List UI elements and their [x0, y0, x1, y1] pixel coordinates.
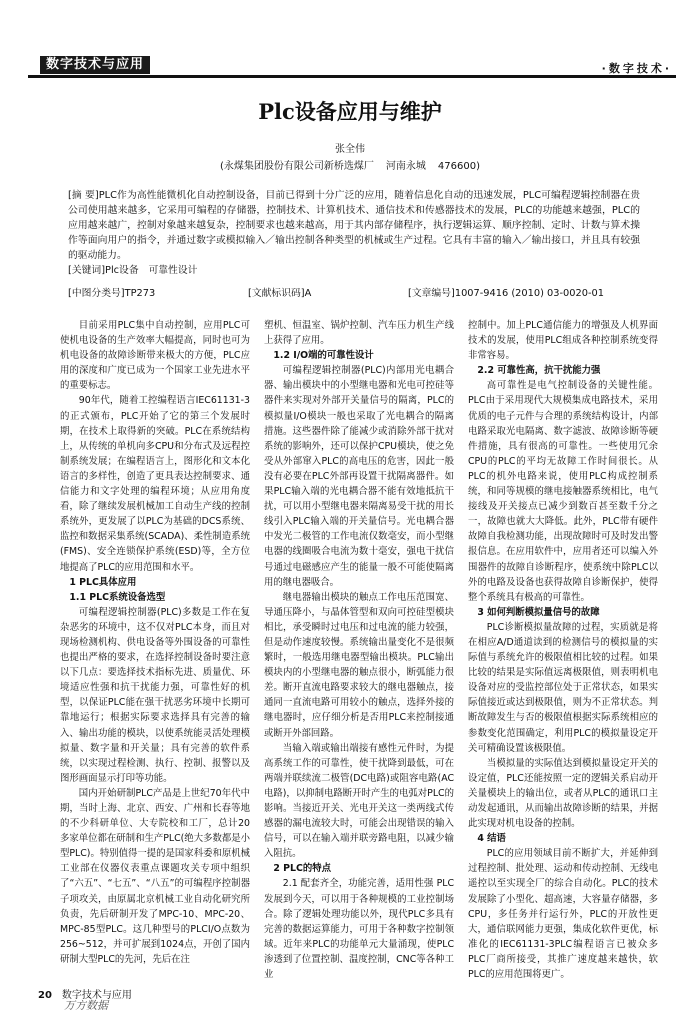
affiliation: [0, 157, 700, 172]
body-column-1: [60, 318, 250, 1008]
affiliation-city: 河南永城: [385, 161, 426, 172]
body-paragraph: 国内开始研制PLC产品是上世纪70年代中期，当时上海、北京、西安、广州和长春等地的不少科研单位、大专院校和工厂，总计20多家单位都在研制和生产PLC(绝大多数都是小型PLC)。特别值得一提的是国家科委和原机械工业部在仪器仪表重点课题攻关专项中组织了“六五”、“七五”、“八五”的可编程序控制器子项攻关，由原属北京机械工业自动化研究所负责，先后研制开发了MPC-10、MPC-20、MPC-85型PLC。这几种型号的PLCI/O点数为256~512，并可扩展到1024点，开创了国内研制大型PLC的先河，先后在注: [60, 787, 250, 965]
page-number: 20: [38, 990, 52, 1001]
affiliation-postcode: 476600): [437, 161, 480, 172]
document-code: [文献标识码]A: [248, 288, 312, 299]
section-heading: 1.1 PLC系统设备选型: [69, 591, 166, 603]
body-paragraph: 2.1 配套齐全，功能完善，适用性强 PLC发展到今天，可以用于各种规模的工业控制场合。除了逻辑处理功能以外，现代PLC多具有完善的数据运算能力，可用于各种数字控制领域。近年来PLC的功能单元大量涌现，使PLC渗透到了位置控制、温度控制，CNC等各种工业: [264, 878, 454, 981]
body-paragraph: 可编程逻辑控制器(PLC)多数是工作在复杂恶劣的环境中，这不仅对PLC本身，而且对现场检测机构、供电设备等外围设备的可靠性也提出严格的要求，在选择控制设备时要注意以下几点：要选择技术指标先进、质量优、环境适应性强和抗干扰能力强，可靠性好的机型，以保证PLC能在强干扰恶劣环境中长期可靠地运行；根据实际要求选择具有完善的输入、输出功能的模块，以使系统能灵活处理模拟量、数字量和开关量；具有完善的软件系统，以实现过程检测、执行、控制、报警以及图形画面显示打印等功能。: [60, 606, 250, 784]
journal-name: 数字技术与应用: [61, 990, 132, 1001]
section-heading: 3 如何判断模拟量信号的故障: [477, 606, 600, 618]
article-number: [文章编号]1007-9416 (2010) 03-0020-01: [408, 288, 604, 299]
body-paragraph: 90年代，随着工控编程语言IEC61131-3的正式颁布，PLC开始了它的第三个发展时期，在技术上取得新的突破。PLC在系统结构上，从传统的单机向多CPU和分布式及远程控制系统发展；在编程语言上，图形化和文本化语言的多样性，创造了更具表达控制要求、通信能力和文字处理的编程环境；从应用角度看，除了继续发展机械加工自动生产线的控制系统外，更发展了以PLC为基础的DCS系统、监控和数据采集系统(SCADA)、柔性制造系统(FMS)、安全连锁保护系统(ESD)等，全方位地提高了PLC的应用范围和水平。: [60, 395, 250, 573]
body-paragraph: 控制中。加上PLC通信能力的增强及人机界面技术的发展，使用PLC组成各种控制系统变得非常容易。: [468, 320, 658, 362]
section-badge: 数字技术与应用: [40, 56, 150, 74]
section-heading: 2.2 可靠性高，抗干扰能力强: [477, 365, 601, 377]
affiliation-org: (永煤集团股份有限公司新桥选煤厂: [220, 161, 374, 172]
body-paragraph: 高可靠性是电气控制设备的关键性能。PLC由于采用现代大规模集成电路技术，采用优质的电子元件与合理的系统结构设计，内部电路采取光电隔离、数字滤波、故障诊断等硬件措施，具有很高的可靠性。一些使用冗余CPU的PLC的平均无故障工作时间很长。从PLC的机外电路来说，使用PLC构成控制系统，和同等规模的继电接触器系统相比，电气接线及开关接点已减少到数百甚至数千分之一，故障也就大大降低。此外，PLC带有硬件故障自我检测功能，出现故障时可及时发出警报信息。在应用软件中，应用者还可以编入外围器件的故障自诊断程序，使系统中除PLC以外的电路及设备也获得故障自诊断保护，使得整个系统具有极高的可靠性。: [468, 380, 658, 603]
article-title: Plc设备应用与维护: [258, 99, 442, 124]
body-paragraph: PLC诊断模拟量故障的过程，实质就是将在相应A/D通道读到的检测信号的模拟量的实际值与系统允许的极限值相比较的过程。如果比较的结果是实际值远离极限值，则表明机电设备对应的受监控部位处于正常状态，如果实际值接近或达到极限值，则为不正常状态。判断故障发生与否的极限值根据实际系统相应的参数变化范围确定，利用PLC的模拟量设定开关可精确设置该极限值。: [468, 621, 658, 754]
abstract: [摘 要]PLC作为高性能微机化自动控制设备，目前已得到十分广泛的应用，随着信息化自动的迅速发展，PLC可编程逻辑控制器在贵公司使用越来越多，它采用可编程的存储器，控制技术、计算机技术、通信技术和传感器技术的发展，PLC的功能越来越强，PLC的应用越来越广，控制对象越来越复杂，控制要求也越来越高，用于其内部存储程序，执行逻辑运算、顺序控制、定时、计数与算术操作等面向用户的指令，并通过数字或模拟输入／输出控制各种类型的机械或生产过程。它具有丰富的输入／输出接口，并且具有较强的驱动能力。: [68, 190, 640, 261]
body-column-3: [468, 318, 658, 1008]
body-paragraph: PLC的应用领域目前不断扩大，并延伸到过程控制、批处理、运动和传动控制、无线电遥控以至实现全厂的综合自动化。PLC的技术发展除了小型化、超高速，大容量存储器，多CPU，多任务并行运行外，PLC的开放性更大，通信联网能力更强，集成化软件更优，标准化的IEC61131-3PLC编程语言已被众多PLC厂商所接受，其推广速度越来越快，软PLC的应用范围将更广。: [468, 848, 658, 981]
body-paragraph: 当模拟量的实际值达到模拟量设定开关的设定值，PLC还能按照一定的逻辑关系启动开关量模块上的输出位，或者从PLC的通讯口主动发起通讯，从而输出故障诊断的结果，并据此实现对机电设备的控制。: [468, 757, 658, 830]
section-heading: 4 结语: [477, 833, 506, 845]
body-paragraph: 塑机、恒温室、锅炉控制、汽车压力机生产线上获得了应用。: [264, 320, 454, 347]
body-paragraph: 继电器输出模块的触点工作电压范围宽、导通压降小，与晶体管型和双向可控硅型模块相比，承受瞬时过电压和过电流的能力较强，但是动作速度较慢。系统输出量变化不是很频繁时，一般选用继电器型输出模块。PLC输出模块内的小型继电器的触点很小，断弧能力很差。断开直流电路要求较大的继电器触点，接通同一直流电路可用较小的触点，选择外接的继电器时，应仔细分析是否用PLC来控制接通或断开外部回路。: [264, 591, 454, 739]
section-heading: 2 PLC的特点: [273, 863, 332, 875]
keywords: [关键词]Plc设备 可靠性设计: [68, 265, 198, 276]
body-paragraph: 当输入端或输出端接有感性元件时，为提高系统工作的可靠性，使干扰降到最低，可在两端并联续流二极管(DC电路)或阻容电路(AC电路)，以抑制电路断开时产生的电弧对PLC的影响。当接近开关、光电开关这一类两线式传感器的漏电流较大时，可能会出现错误的输入信号，可以在输入端并联旁路电阻，以减少输入阻抗。: [264, 742, 454, 860]
watermark: 万方数据: [64, 999, 108, 1012]
body-paragraph: 可编程逻辑控制器(PLC)内部用光电耦合器、输出模块中的小型继电器和光电可控硅等器件来实现对外部开关量信号的隔离，PLC的模拟量I/O模块一般也采取了光电耦合的隔离措施。这些器件除了能减少或消除外部干扰对系统的影响外，还可以保护CPU模块，使之免受从外部窜入PLC的高电压的危害，因此一般没有必要在PLC外部再设置干扰隔离器件。如果PLC输入端的光电耦合器不能有效地抵抗干扰，可以用小型继电器来隔离易受干扰的用长线引入PLC输入端的开关量信号。光电耦合器中发光二极管的工作电流仅数毫安，而小型继电器的线圈吸合电流为数十毫安，强电干扰信号通过电磁感应产生的能量一般不可能使隔离用的继电器吸合。: [264, 365, 454, 588]
body-column-2: [264, 318, 454, 1008]
clc-number: [中图分类号]TP273: [68, 288, 156, 299]
section-label: ·数字技术·: [601, 62, 672, 75]
body-columns: [60, 318, 658, 1008]
section-heading: 1.2 I/O端的可靠性设计: [273, 350, 374, 362]
header-rule: [28, 75, 676, 78]
section-heading: 1 PLC具体应用: [69, 576, 137, 588]
classification-row: [68, 285, 640, 300]
abstract-block: [68, 188, 640, 278]
author: 张全伟: [335, 144, 365, 155]
journal-header: [28, 56, 676, 76]
body-paragraph: 目前采用PLC集中自动控制，应用PLC可使机电设备的生产效率大幅提高，同时也可为机电设备的故障诊断带来极大的方便，PLC应用的深度和广度已成为一个国家工业先进水平的重要标志。: [60, 320, 250, 392]
